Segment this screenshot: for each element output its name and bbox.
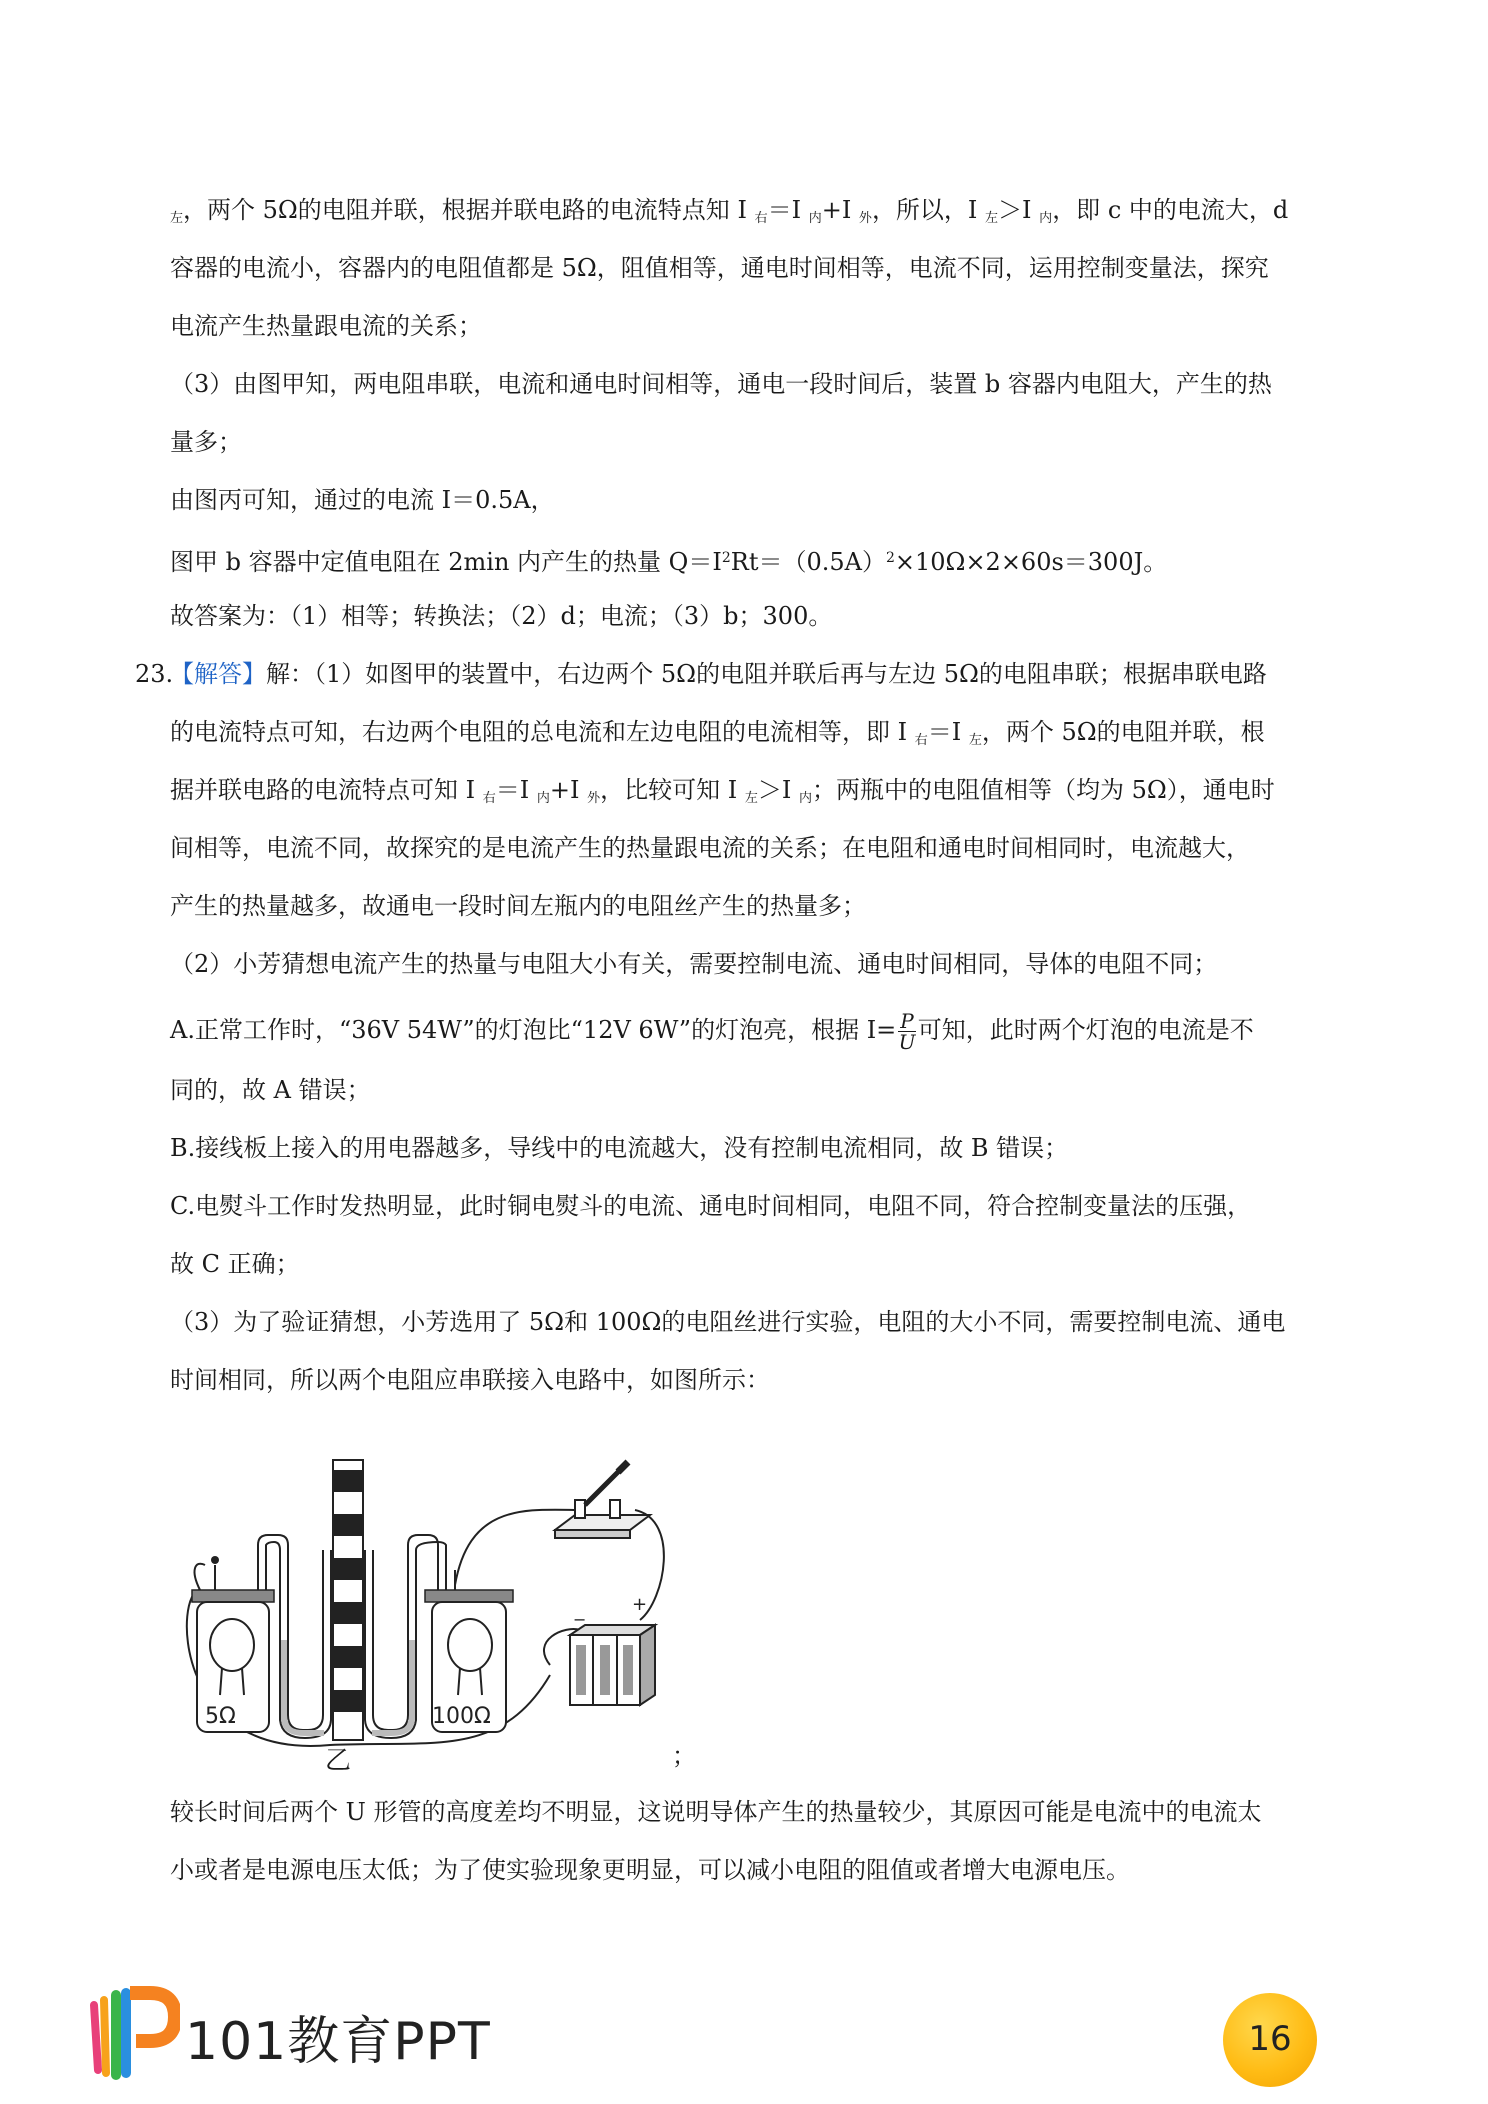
text-line: B.接线板上接入的用电器越多，导线中的电流越大，没有控制电流相同，故 B 错误； (170, 1134, 1069, 1162)
circuit-diagram (170, 1440, 690, 1770)
answer-summary: 故答案为：（1）相等；转换法；（2）d；电流；（3）b；300。 (170, 602, 833, 630)
switch (555, 1462, 650, 1538)
page-number: 16 (1248, 2019, 1292, 2059)
figure-label: 乙 (325, 1746, 352, 1776)
text-line: 图甲 b 容器中定值电阻在 2min 内产生的热量 $Q=I^2Rt=(0.5A)^2\times 10\Omega\times 2\times 60s=300J$。 (170, 548, 1168, 576)
brand-name: 101教育PPT (185, 2012, 491, 2072)
fraction-p-over-u: $\frac{P}{U}$ (898, 1009, 916, 1054)
battery-minus: − (573, 1610, 587, 1629)
right-resistor-label: 100Ω (432, 1704, 491, 1729)
text-line: 故 C 正确； (170, 1250, 300, 1278)
text-line: 容器的电流小，容器内的电阻值都是 5Ω，阻值相等，通电时间相等，电流不同，运用控制变量法，探究 (170, 254, 1269, 282)
right-jar (425, 1570, 513, 1732)
scale-ruler (333, 1460, 363, 1740)
text-line: 电流产生热量跟电流的关系； (170, 312, 482, 340)
left-jar (192, 1556, 274, 1732)
text-line: 据并联电路的电流特点可知 I $_右$＝I $_内$+I $_外$，比较可知 I $_左$＞I $_内$；两瓶中的电阻值相等（均为 5Ω），通电时 (170, 776, 1275, 806)
logo-p-icon (80, 1985, 180, 2080)
battery (570, 1594, 655, 1705)
battery-plus: + (632, 1594, 648, 1615)
text-line: （2）小芳猜想电流产生的热量与电阻大小有关，需要控制电流、通电时间相同，导体的电阻不同； (170, 950, 1218, 978)
text-line: 同的，故 A 错误； (170, 1076, 371, 1104)
left-resistor-label: 5Ω (205, 1704, 236, 1729)
text-line: C.电熨斗工作时发热明显，此时铜电熨斗的电流、通电时间相同，电阻不同，符合控制变量法的压强， (170, 1192, 1252, 1220)
text-line: $_左$，两个 5Ω的电阻并联，根据并联电路的电流特点知 I $_右$＝I $_内$+I $_外$，所以，I $_左$＞I $_内$，即 c 中的电流大，d (170, 196, 1289, 226)
answer-tag: 【解答】 (170, 660, 266, 688)
document-body (135, 188, 1360, 1416)
question-23-start: 23. 【解答】解：（1）如图甲的装置中，右边两个 5Ω的电阻并联后再与左边 5Ω的电阻串联；根据串联电路 (170, 652, 1360, 710)
text-line: 产生的热量越多，故通电一段时间左瓶内的电阻丝产生的热量多； (170, 892, 866, 920)
text-line: 时间相同，所以两个电阻应串联接入电路中，如图所示： (170, 1366, 770, 1394)
brand-logo (80, 1985, 500, 2080)
semicolon: ； (672, 1742, 696, 1770)
text-line-with-fraction: A.正常工作时，“36V 54W”的灯泡比“12V 6W”的灯泡亮，根据 I= $\frac{P}{U}$ 可知，此时两个灯泡的电流是不 (170, 1009, 1254, 1054)
wire-left-lead (195, 1564, 205, 1590)
circuit-diagram-figure (170, 1440, 690, 1776)
text-line: 的电流特点可知，右边两个电阻的总电流和左边电阻的电流相等，即 I $_右$＝I $_左$，两个 5Ω的电阻并联，根 (170, 718, 1265, 748)
document-body-tail (170, 1790, 1360, 1906)
subscript: 左 (170, 211, 184, 226)
question-number: 23. (135, 660, 174, 688)
text-line: 较长时间后两个 U 形管的高度差均不明显，这说明导体产生的热量较少，其原因可能是电流中的电流太 (170, 1798, 1262, 1826)
page-number-badge (1223, 1993, 1317, 2087)
text-line: 小或者是电源电压太低；为了使实验现象更明显，可以减小电阻的阻值或者增大电源电压。 (170, 1856, 1130, 1884)
text-line: （3）为了验证猜想，小芳选用了 5Ω和 100Ω的电阻丝进行实验，电阻的大小不同，需要控制电流、通电 (170, 1308, 1286, 1336)
text-line: 由图丙可知，通过的电流 I＝0.5A， (170, 486, 555, 514)
text-line: 量多； (170, 428, 242, 456)
text-line: （3）由图甲知，两电阻串联，电流和通电时间相等，通电一段时间后，装置 b 容器内电阻大，产生的热 (170, 370, 1272, 398)
text-line: 间相等，电流不同，故探究的是电流产生的热量跟电流的关系；在电阻和通电时间相同时，电流越大， (170, 834, 1250, 862)
